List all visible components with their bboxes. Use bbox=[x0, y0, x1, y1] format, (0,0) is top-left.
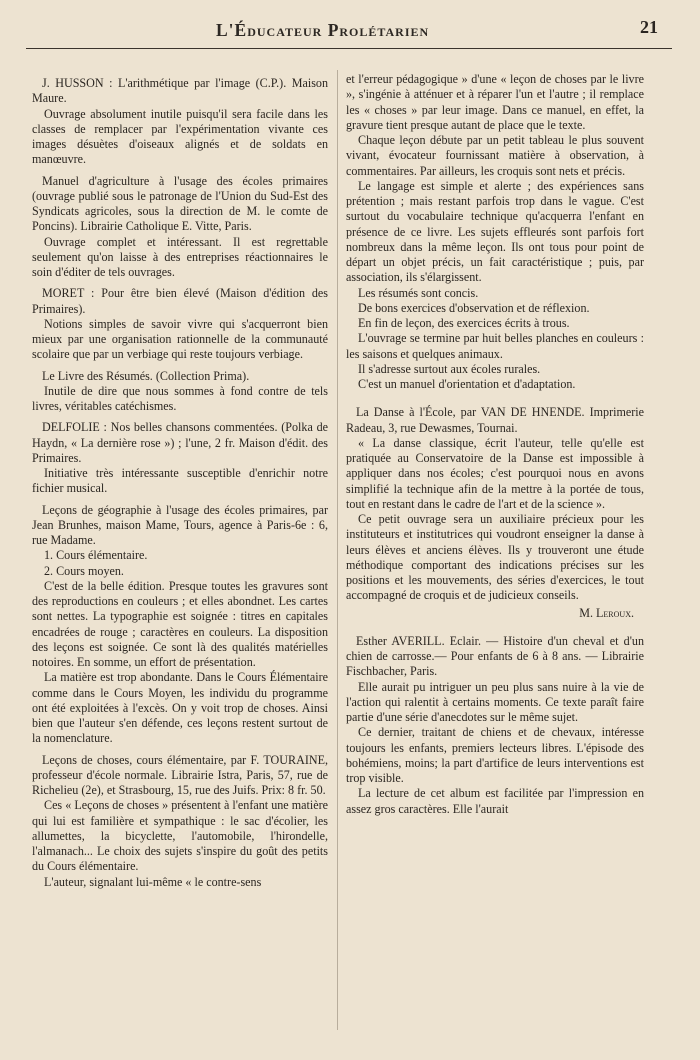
review-text: Ouvrage complet et intéressant. Il est regrettable seulement qu'on laisse à des entreprises réactionnaires le soin d'éditer de tels ouvrages. bbox=[32, 234, 328, 279]
list-item: 2. Cours moyen. bbox=[44, 563, 124, 578]
review-heading: La Danse à l'École, par VAN DE HNENDE. Imprimerie Radeau, 3, rue Dewasmes, Tournai. bbox=[346, 405, 644, 435]
review-heading: Le Livre des Résumés. (Collection Prima). bbox=[42, 368, 250, 383]
review-heading: Manuel d'agriculture à l'usage des écoles primaires (ouvrage publié sous le patronage de l'Union du Sud-Est des Syndicats agricoles, sous la direction de M. le comte de Poncins). Librairie Catholique E. Vitte, Paris. bbox=[32, 173, 328, 234]
list-item: 1. Cours élémentaire. bbox=[44, 548, 148, 563]
page-header bbox=[26, 14, 672, 49]
review-text: Initiative très intéressante susceptible d'enrichir notre fichier musical. bbox=[32, 466, 328, 496]
review-text: Chaque leçon débute par un petit tableau le plus souvent vivant, évocateur fournissant matière à observation, à commentaires. Par ailleurs, les croquis sont nets et précis. bbox=[346, 133, 644, 178]
right-column bbox=[346, 72, 644, 817]
review-text: La lecture de cet album est facilitée par l'impression en assez gros caractères. Elle l'aurait bbox=[346, 786, 644, 816]
review-text: C'est un manuel d'orientation et d'adaptation. bbox=[358, 377, 576, 391]
review-text: Elle aurait pu intriguer un peu plus sans nuire à la vie de l'action qui ralentit à certains moments. Ce texte paraît faire partie d'une série d'anecdotes sur le même sujet. bbox=[346, 679, 644, 724]
review-text: Il s'adresse surtout aux écoles rurales. bbox=[358, 361, 541, 376]
review-text: Ouvrage absolument inutile puisqu'il sera facile dans les classes de remplacer par l'expérimentation vivante ces images désuètes d'oiseaux alignés et de soldats en manœuvre. bbox=[32, 106, 328, 167]
journal-title: L'Éducateur Prolétarien bbox=[216, 20, 430, 40]
review-text: Notions simples de savoir vivre qui s'acquerront bien mieux par une organisation rationnelle de la communauté scolaire que par un verbiage qui reste toujours verbiage. bbox=[32, 316, 328, 362]
column-divider bbox=[337, 70, 338, 1030]
review-heading: DELFOLIE : Nos belles chansons commentées. (Polka de Haydn, « La dernière rose ») ; l'une, 2 fr. Maison d'édit. des Primaires. bbox=[32, 420, 328, 465]
review-heading: MORET : Pour être bien élevé (Maison d'édition des Primaires). bbox=[32, 286, 328, 316]
review-text: L'auteur, signalant lui-même « le contre-sens bbox=[44, 874, 262, 889]
review-text: La matière est trop abondante. Dans le Cours Élémentaire comme dans le Cours Moyen, les individu du programme ont été exploitées à l'excès. On y voit trop de choses. Ainsi bien que l'auteur s'en défende, ces leçons restent surtout de la nomenclature. bbox=[32, 670, 328, 746]
review-text: et l'erreur pédagogique » d'une « leçon de choses par le livre », s'ingénie à atténuer et à réparer l'un et l'autre ; il remplace les « choses » par leur image. Dans ce manuel, en effet, la gravure tient presque autant de place que le texte. bbox=[346, 72, 644, 132]
review-text: Ce petit ouvrage sera un auxiliaire précieux pour les instituteurs et institutrices qui voudront enseigner la danse à leurs élèves et anciens élèves. Ils y trouveront une étude méthodique comportant des indications précises sur les positions et les mouvements, des séries d'exercices, le tout accompagné de croquis et de judicieux conseils. bbox=[346, 512, 644, 603]
review-text: Ces « Leçons de choses » présentent à l'enfant une matière qui lui est familière et sympathique : le sac d'écolier, les allumettes, la bicyclette, l'automobile, l'hirondelle, l'almanach... Le choix des sujets s'inspire du goût des petits du Cours élémentaire. bbox=[32, 798, 328, 874]
review-text: Le langage est simple et alerte ; des expériences sans prétention ; mais restant parfois trop dans le vague. C'est surtout du vocabulaire technique qu'acquerra l'enfant en présence de ce livre. Les sujets effleurés sont parfois fort nombreux dans la même leçon. Ils ont tous pour point de départ un objet précis, un fait caractéristique ; puis, par association, ils s'élargissent. bbox=[346, 178, 644, 285]
review-text: L'ouvrage se termine par huit belles planches en couleurs : les saisons et quelques animaux. bbox=[346, 331, 644, 361]
review-text: C'est de la belle édition. Presque toutes les gravures sont des reproductions en couleurs ; et elles abondnet. Les cartes sont nettes. La typographie est soignée : titres en capitales encadrées de rouge ; caractères en couleurs. La disposition des leçons est soignée. Ce sont là des qualités matérielles notoires. En somme, un effort de présentation. bbox=[32, 578, 328, 669]
review-text: Les résumés sont concis. bbox=[358, 285, 479, 300]
review-heading: Leçons de géographie à l'usage des écoles primaires, par Jean Brunhes, maison Mame, Tours, agence à Paris-6e : 6, rue Madame. bbox=[32, 502, 328, 547]
review-heading: Esther AVERILL. Eclair. — Histoire d'un cheval et d'un chien de carrosse.— Pour enfants de 6 à 8 ans. — Librairie Fischbacher, Paris. bbox=[346, 633, 644, 679]
review-text: « La danse classique, écrit l'auteur, telle qu'elle est pratiquée au Conservatoire de la Danse est impossible à appliquer dans nos écoles; c'est pourquoi nous en avons simplifié la technique afin de la mettre à la portée de tous, tout en restant dans le cadre de l'art et de la science ». bbox=[346, 435, 644, 511]
review-heading: J. HUSSON : L'arithmétique par l'image (C.P.). Maison Maure. bbox=[32, 76, 328, 106]
page-number: 21 bbox=[640, 17, 658, 37]
signature: M. Leroux. bbox=[579, 605, 634, 620]
review-text: De bons exercices d'observation et de réflexion. bbox=[358, 300, 590, 315]
review-text: Inutile de dire que nous sommes à fond contre de tels livres, véritables catéchismes. bbox=[32, 383, 328, 413]
review-heading: Leçons de choses, cours élémentaire, par F. TOURAINE, professeur d'école normale. Librairie Istra, Paris, 57, rue de Richelieu (2e), et Strasbourg, 15, rue des Juifs. Prix: 8 fr. 50. bbox=[32, 752, 328, 797]
left-column bbox=[32, 70, 328, 890]
review-text: En fin de leçon, des exercices écrits à trous. bbox=[358, 316, 570, 330]
review-text: Ce dernier, traitant de chiens et de chevaux, intéresse toujours les enfants, premiers lecteurs libres. L'épisode des bohémiens, moins; la part d'artifice de leurs interventions est trop visible. bbox=[346, 725, 644, 785]
